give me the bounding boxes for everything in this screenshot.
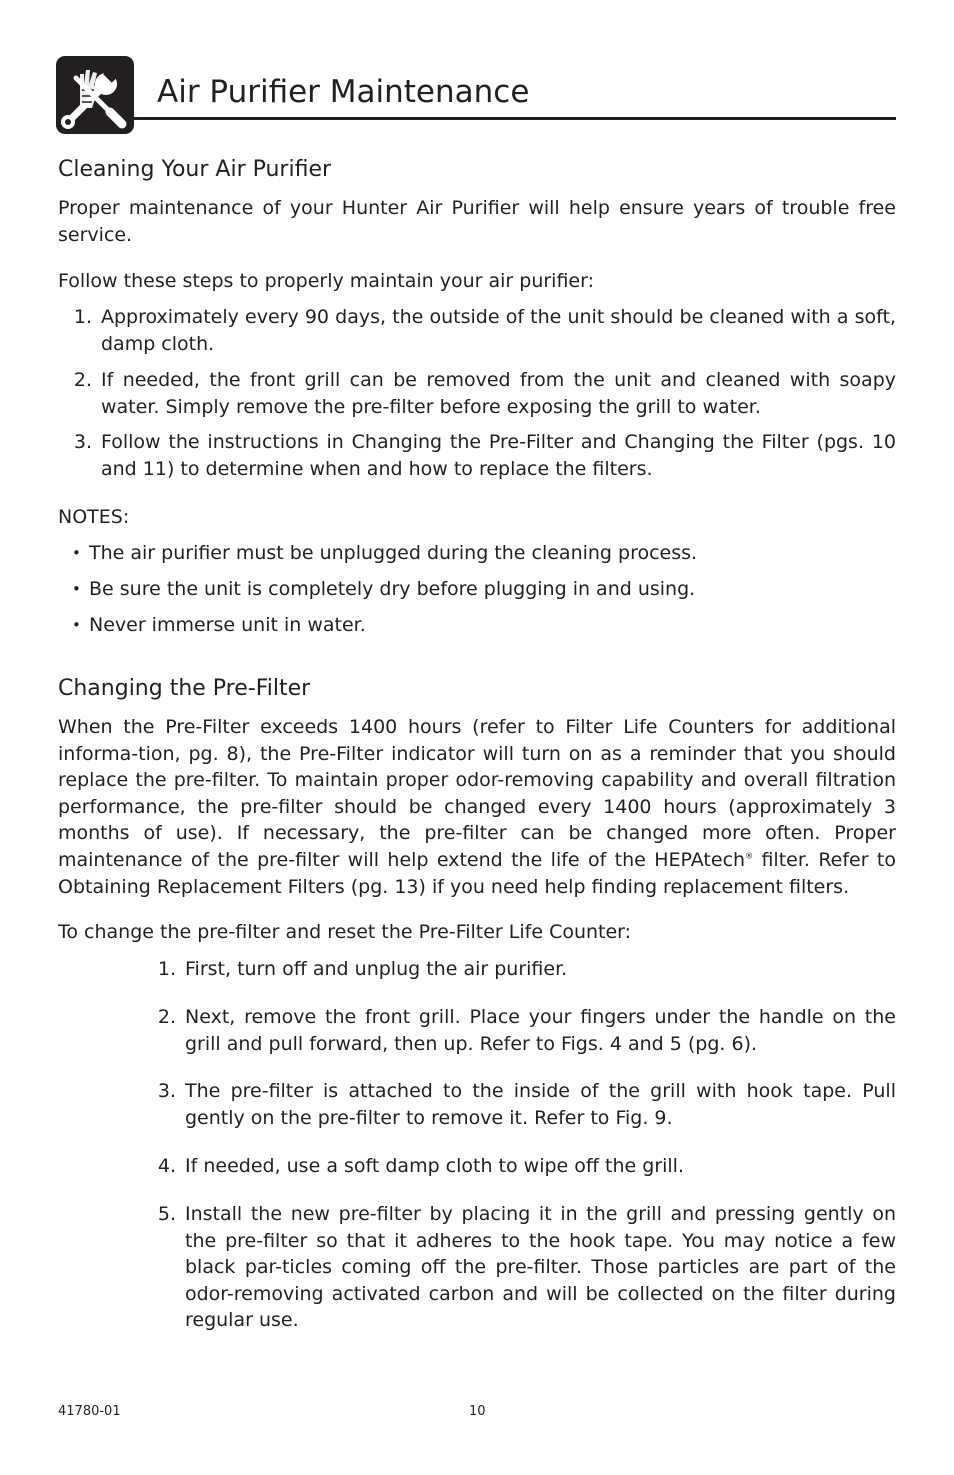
cleaning-intro: Proper maintenance of your Hunter Air Purifier will help ensure years of trouble free service. (58, 197, 896, 246)
note-item: The air purifier must be unplugged during the cleaning process. (89, 542, 698, 564)
page-number: 10 (469, 1404, 486, 1419)
step-number: 1. (157, 958, 176, 980)
prefilter-paragraph-part: When the Pre-Filter exceeds 1400 hours (refer to Filter Life Counters for additional informa-tion, pg. 8), the Pre-Filter indicator will turn on as a reminder that you should replace the pre-filter. To maintain proper odor-removing capability and overall filtration performance, the pre-filter should be changed every 1400 hours (approximately 3 months of use). If necessary, the pre-filter can be changed more often. Proper maintenance of the pre-filter will help extend the life of the HEPAtech (58, 716, 896, 871)
step-number: 1. (73, 306, 92, 328)
prefilter-paragraph-part: filter. Refer to Obtaining Replacement Filters (pg. 13) if you need help finding replacement filters. (58, 848, 896, 898)
cleaning-heading: Cleaning Your Air Purifier (58, 157, 332, 182)
note-item: Be sure the unit is completely dry before plugging in and using. (89, 578, 696, 600)
step-text: First, turn off and unplug the air purifier. (185, 958, 568, 980)
bullet-icon: • (72, 544, 81, 562)
bullet-icon: • (72, 616, 81, 634)
tools-icon (56, 56, 134, 134)
step-text: Follow the instructions in Changing the Pre-Filter and Changing the Filter (pgs. 10 and 11) to determine when and how to replace the filters. (101, 431, 896, 480)
note-item: Never immerse unit in water. (89, 614, 366, 636)
step-text: If needed, use a soft damp cloth to wipe off the grill. (185, 1155, 685, 1177)
step-text: Install the new pre-filter by placing it in the grill and pressing gently on the pre-filter so that it adheres to the hook tape. You may notice a few black par-ticles coming off the pre-filter. Those particles are part of the odor-removing activated carbon and will be collected on the filter during regular use. (185, 1203, 896, 1332)
prefilter-paragraph (58, 714, 896, 900)
step-number: 2. (73, 369, 92, 391)
trademark-mark: ® (745, 851, 754, 861)
step-text: Approximately every 90 days, the outside of the unit should be cleaned with a soft, damp cloth. (101, 306, 896, 355)
step-number: 3. (157, 1080, 176, 1102)
step-number: 4. (157, 1155, 176, 1177)
step-number: 5. (157, 1203, 176, 1225)
step-number: 2. (157, 1006, 176, 1028)
prefilter-heading: Changing the Pre-Filter (58, 676, 311, 701)
cleaning-steps-intro: Follow these steps to properly maintain your air purifier: (58, 270, 594, 292)
step-text: The pre-filter is attached to the inside of the grill with hook tape. Pull gently on the pre-filter to remove it. Refer to Fig. 9. (185, 1080, 896, 1129)
step-text: If needed, the front grill can be removed from the unit and cleaned with soapy water. Simply remove the pre-filter before exposing the grill to water. (101, 369, 896, 418)
document-number: 41780-01 (58, 1404, 121, 1419)
header-rule (134, 117, 896, 120)
step-text: Next, remove the front grill. Place your fingers under the handle on the grill and pull forward, then up. Refer to Figs. 4 and 5 (pg. 6). (185, 1006, 896, 1055)
page-title: Air Purifier Maintenance (157, 74, 530, 110)
notes-label: NOTES: (58, 506, 130, 528)
bullet-icon: • (72, 580, 81, 598)
step-number: 3. (73, 431, 92, 453)
prefilter-steps-intro: To change the pre-filter and reset the Pre-Filter Life Counter: (58, 921, 632, 943)
